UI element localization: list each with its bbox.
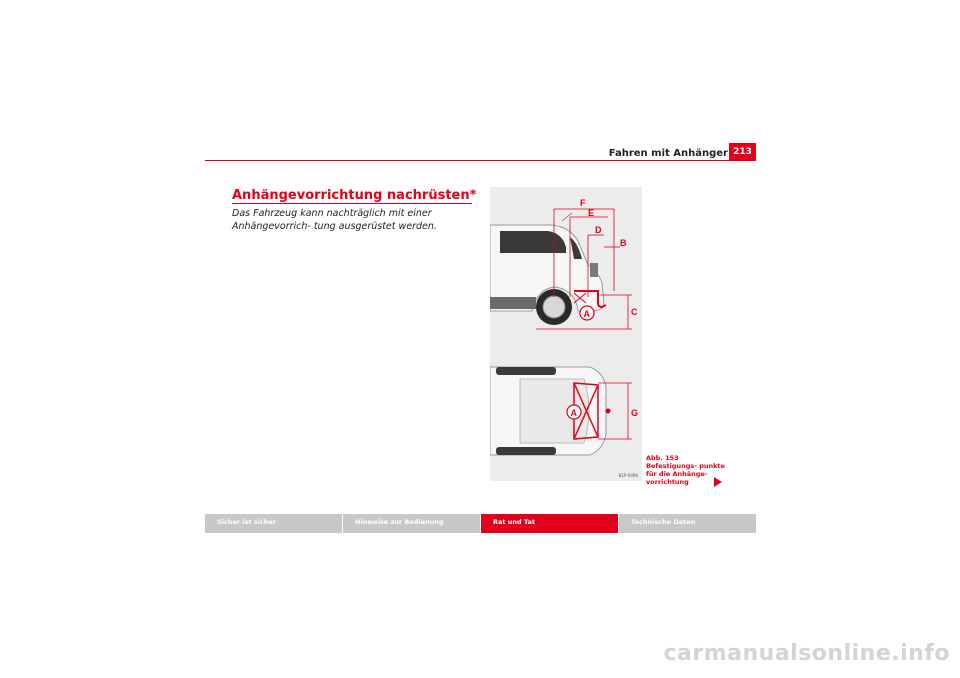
label-a2: A	[570, 408, 577, 418]
intro-text: Das Fahrzeug kann nachträglich mit einer Anhängevorrich- tung ausgerüstet werden.	[232, 208, 437, 232]
car-side-window	[500, 231, 566, 253]
car-roof-rail-bottom	[496, 447, 556, 455]
figure-caption: Abb. 153 Befestigungs- punkte für die Anhänge- vorrichtung	[646, 454, 725, 486]
figure-box	[490, 187, 642, 481]
label-c: C	[631, 307, 638, 317]
page-number: 213	[729, 143, 756, 161]
footer-tab-rat-und-tat[interactable]: Rat und Tat	[481, 514, 619, 533]
footer-tab-technische-daten[interactable]: Technische Daten	[619, 514, 756, 533]
label-a1: A	[583, 309, 590, 319]
label-f: F	[580, 198, 586, 208]
section-title: Anhängevorrichtung nachrüsten*	[232, 188, 477, 203]
footer-nav	[205, 514, 756, 533]
label-b: B	[620, 238, 627, 248]
header-rule	[205, 160, 756, 161]
title-rule	[232, 203, 472, 204]
figure-illustration	[490, 187, 642, 481]
label-e: E	[588, 208, 595, 218]
car-taillight	[590, 263, 598, 277]
figure-code: B1P-0496	[618, 473, 638, 478]
footer-tab-hinweise[interactable]: Hinweise zur Bedienung	[343, 514, 481, 533]
car-lower-cladding	[490, 297, 536, 309]
next-page-arrow-icon[interactable]	[714, 477, 722, 487]
towball-top	[606, 409, 611, 414]
footer-tab-sicher[interactable]: Sicher ist sicher	[205, 514, 343, 533]
watermark: carmanualsonline.info	[663, 641, 950, 666]
car-rim	[543, 296, 565, 318]
car-roof-rail-top	[496, 367, 556, 375]
header-title: Fahren mit Anhänger	[608, 148, 728, 159]
label-g: G	[631, 408, 639, 418]
label-d: D	[595, 225, 602, 235]
